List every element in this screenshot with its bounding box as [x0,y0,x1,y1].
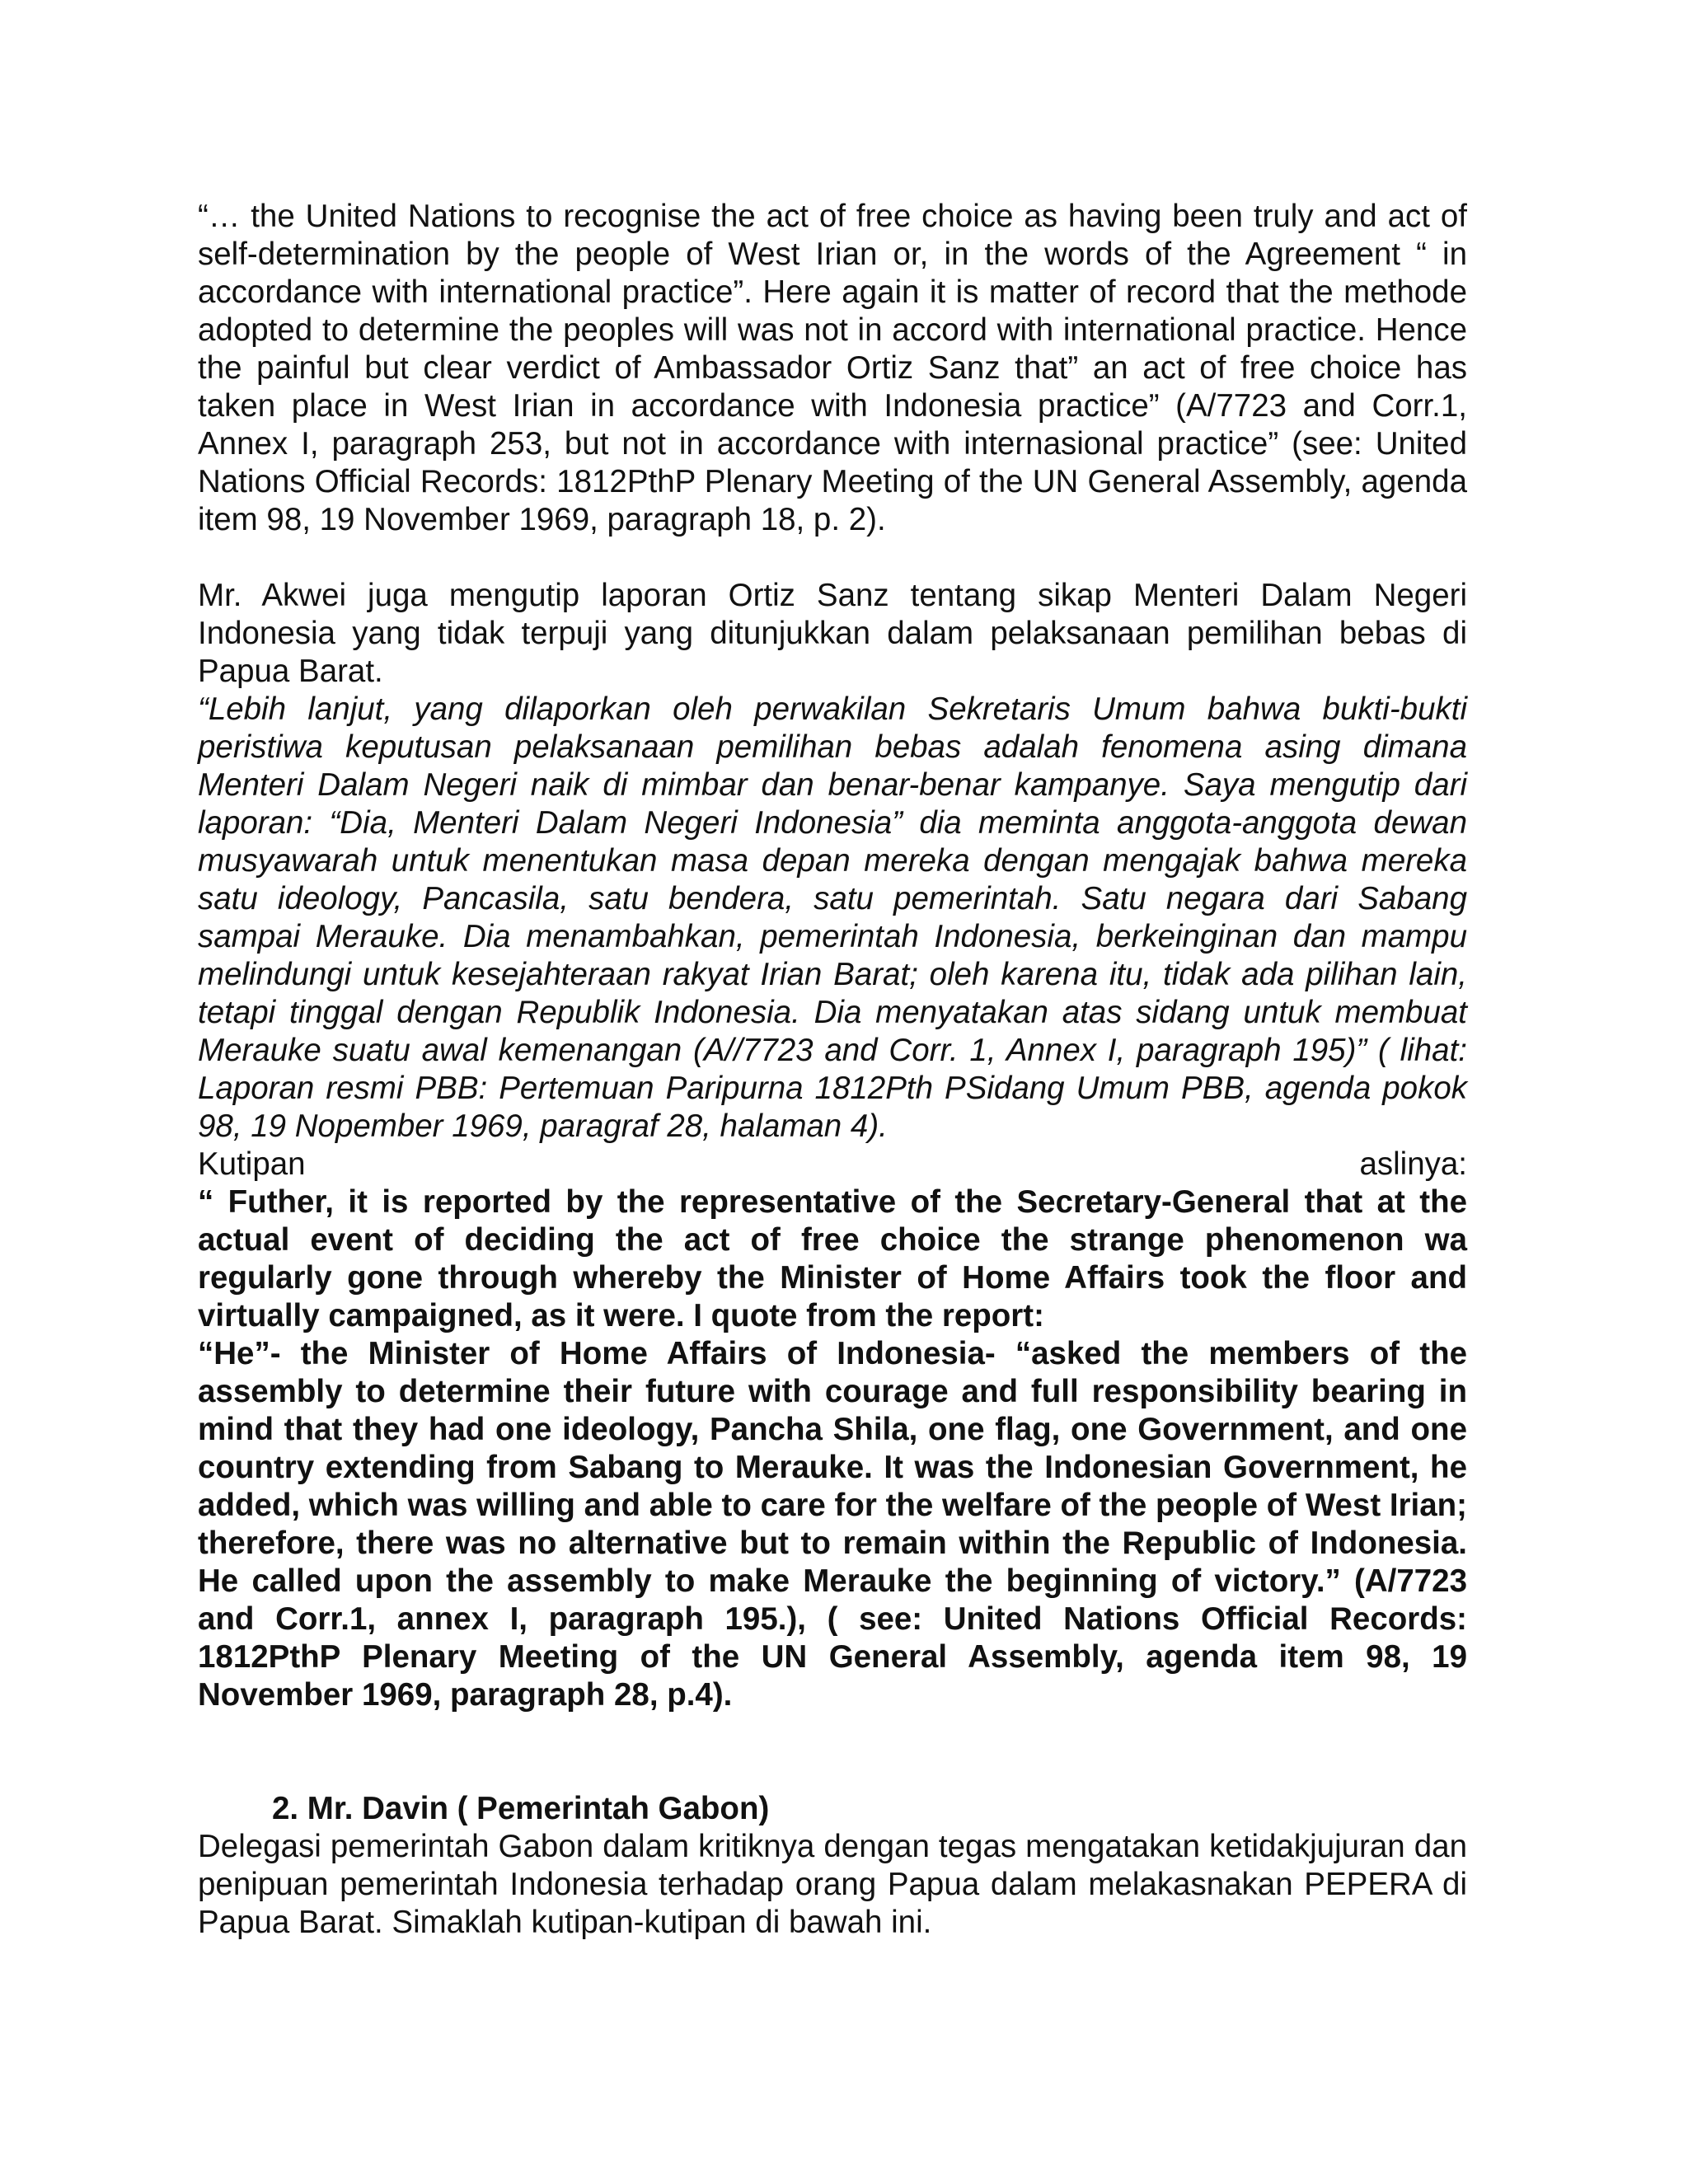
body-paragraph-akwei: Mr. Akwei juga mengutip laporan Ortiz Sanz tentang sikap Menteri Dalam Negeri Indonesia yang tidak terpuji yang ditunjukkan dalam pelaksanaan pemilihan bebas di Papua Barat. [198,578,1467,689]
aslinya-label: aslinya: [1359,1146,1467,1182]
section-heading-davin: 2. Mr. Davin ( Pemerintah Gabon) [272,1791,770,1826]
paragraph-spacer [198,539,1467,577]
bold-quote-english-part-2: “He”- the Minister of Home Affairs of Indonesia- “asked the members of the assembly to determine their future with courage and full responsibility bearing in mind that they had one ideology, Pancha Shila, one flag, one Government, and one country extending from Sabang to Merauke. It was the Indonesian Government, he added, which was willing and able to care for the welfare of the people of West Irian; therefore, there was no alternative but to remain within the Republic of Indonesia. He called upon the assembly to make Merauke the beginning of victory.” (A/7723 and Corr.1, annex I, paragraph 195.), ( see: United Nations Official Records: 1812PthP Plenary Meeting of the UN General Assembly, agenda item 98, 19 November 1969, paragraph 28, p.4). [198,1336,1467,1713]
italic-quote-indonesian: “Lebih lanjut, yang dilaporkan oleh perwakilan Sekretaris Umum bahwa bukti-bukti peristiwa keputusan pelaksanaan pemilihan bebas adalah fenomena asing dimana Menteri Dalam Negeri naik di mimbar dan benar-benar kampanye. Saya mengutip dari laporan: “Dia, Menteri Dalam Negeri Indonesia” dia meminta anggota-anggota dewan musyawarah untuk menentukan masa depan mereka dengan mengajak bahwa mereka satu ideology, Pancasila, satu bendera, satu pemerintah. Satu negara dari Sabang sampai Merauke. Dia menambahkan, pemerintah Indonesia, berkeinginan dan mampu melindungi untuk kesejahteraan rakyat Irian Barat; oleh karena itu, tidak ada pilihan lain, tetapi tinggal dengan Republik Indonesia. Dia menyatakan atas sidang untuk membuat Merauke suatu awal kemenangan (A//7723 and Corr. 1, Annex I, paragraph 195)” ( lihat: Laporan resmi PBB: Pertemuan Paripurna 1812Pth PSidang Umum PBB, agenda pokok 98, 19 Nopember 1969, paragraf 28, halaman 4). [198,691,1467,1144]
quote-paragraph-english: “… the United Nations to recognise the act of free choice as having been truly and act of self-determination by the people of West Irian or, in the words of the Agreement “ in accordance with international practice”. Here again it is matter of record that the methode adopted to determine the peoples will was not in accord with international practice. Hence the painful but clear verdict of Ambassador Ortiz Sanz that” an act of free choice has taken place in West Irian in accordance with Indonesia practice” (A/7723 and Corr.1, Annex I, paragraph 253, but not in accordance with internasional practice” (see: United Nations Official Records: 1812PthP Plenary Meeting of the UN General Assembly, agenda item 98, 19 November 1969, paragraph 18, p. 2). [198,199,1467,537]
body-paragraph-gabon: Delegasi pemerintah Gabon dalam kritiknya dengan tegas mengatakan ketidakjujuran dan penipuan pemerintah Indonesia terhadap orang Papua dalam melakasnakan PEPERA di Papua Barat. Simaklah kutipan-kutipan di bawah ini. [198,1829,1467,1940]
section-spacer [198,1714,1467,1790]
kutipan-aslinya-line [198,1146,1467,1183]
kutipan-label: Kutipan [198,1146,306,1182]
document-page [198,198,1467,1942]
bold-quote-english-part-1: “ Futher, it is reported by the representative of the Secretary-General that at the actual event of deciding the act of free choice the strange phenomenon wa regularly gone through whereby the Minister of Home Affairs took the floor and virtually campaigned, as it were. I quote from the report: [198,1184,1467,1333]
